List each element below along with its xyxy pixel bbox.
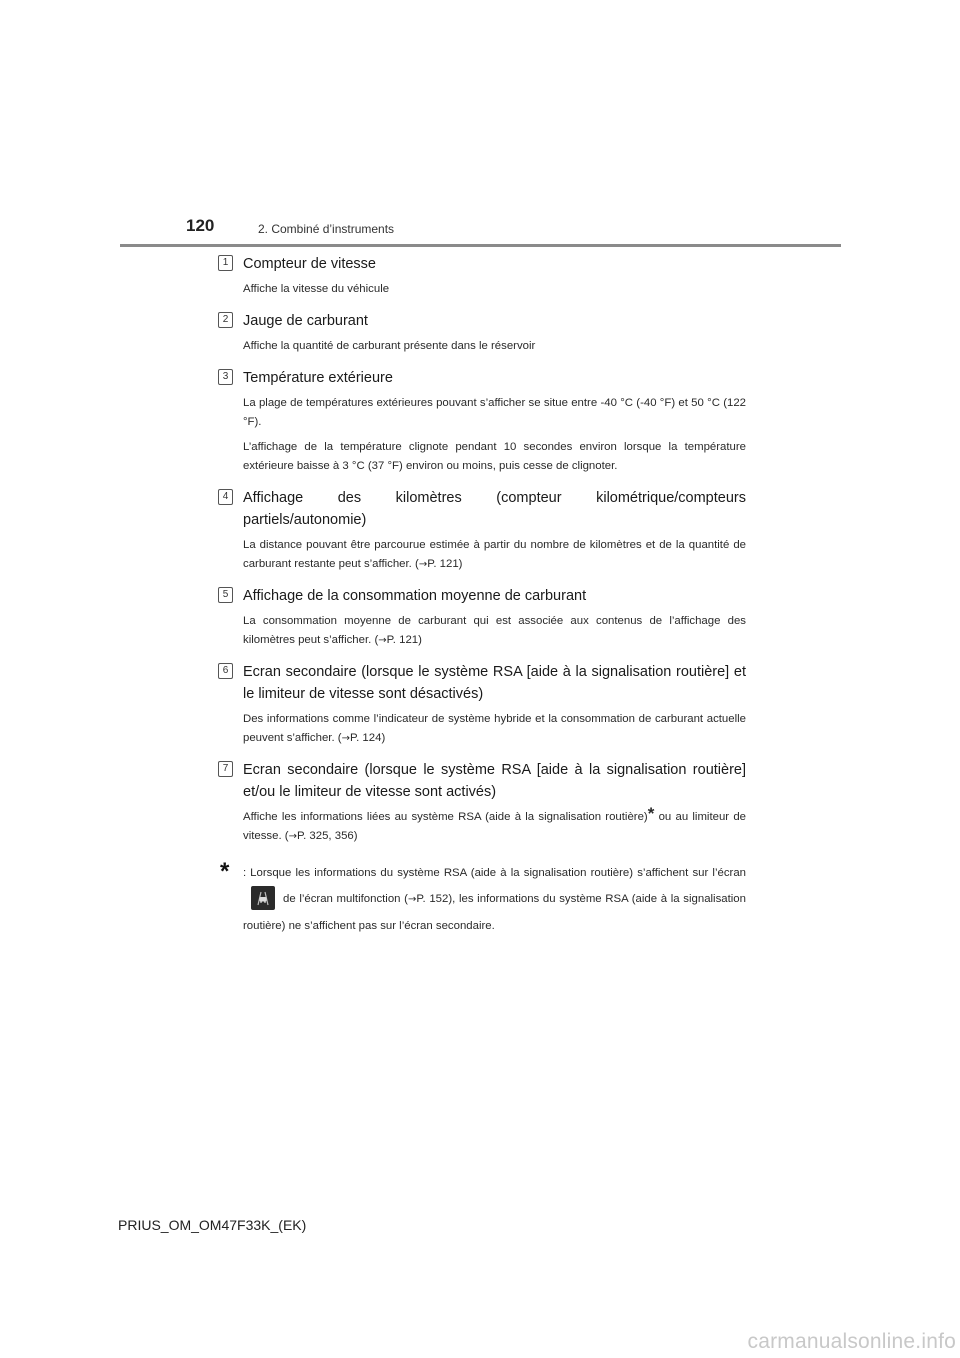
description-paragraph: Affiche les informations liées au système RSA (aide à la signalisation routière)* ou au limiteur de vitesse. (→P. 325, 356) [243,804,746,842]
list-item [218,585,746,650]
list-item [218,759,746,846]
item-description [243,612,746,650]
item-description [243,394,746,476]
item-title: Affichage de la consommation moyenne de carburant [243,588,587,604]
chapter-title: 2. Combiné d’instruments [258,222,395,236]
item-description [243,804,746,846]
item-description [243,536,746,574]
page-reference-link[interactable]: P. 121 [386,634,419,646]
driving-assist-screen-icon [251,886,275,910]
item-title: Affichage des kilomètres (compteur kilométrique/compteurs partiels/autonomie) [243,490,746,528]
footnote-text: : Lorsque les informations du système RSA (aide à la signalisation routière) s’affichent sur l’écran de l’écran multifonction (→P. 152), les informations du système RSA (aide à la signalisation routière) ne s’affichent pas sur l’écran secondaire. [243,867,746,932]
list-item [218,253,746,299]
item-number-badge: 5 [218,587,233,603]
header-rule [120,244,841,247]
list-item [218,487,746,574]
page-number: 120 [186,216,215,235]
footnote-star: * [220,858,230,885]
description-paragraph: Des informations comme l’indicateur de système hybride et la consommation de carburant actuelle peuvent s’afficher. (→P. 124) [243,713,746,744]
item-title: Jauge de carburant [243,313,368,329]
description-paragraph: L’affichage de la température clignote pendant 10 secondes environ lorsque la température extérieure baisse à 3 °C (37 °F) environ ou moins, puis cesse de clignoter. [243,441,746,472]
item-number-badge: 6 [218,663,233,679]
list-item [218,661,746,748]
item-description [243,280,746,299]
page-reference-link[interactable]: P. 124 [349,732,382,744]
arrow-right-icon: → [378,635,387,646]
item-number-badge: 7 [218,761,233,777]
site-watermark: carmanualsonline.info [747,1330,956,1353]
item-number-badge: 4 [218,489,233,505]
page-reference-link[interactable]: P. 152 [416,893,449,905]
item-list [218,253,746,939]
document-code: PRIUS_OM_OM47F33K_(EK) [118,1217,307,1233]
item-description [243,337,746,356]
arrow-right-icon: → [341,733,350,744]
list-item [218,367,746,476]
footnote-star-marker: * [647,804,655,823]
description-paragraph: Affiche la quantité de carburant présente dans le réservoir [243,340,536,352]
arrow-right-icon: → [418,559,428,570]
arrow-right-icon: → [407,894,417,905]
item-description [243,710,746,748]
description-paragraph: La consommation moyenne de carburant qui est associée aux contenus de l’affichage des kilomètres peut s’afficher. (→P. 121) [243,615,746,646]
arrow-right-icon: → [288,831,297,842]
item-number-badge: 3 [218,369,233,385]
item-title: Température extérieure [243,370,393,386]
description-paragraph: La distance pouvant être parcourue estimée à partir du nombre de kilomètres et de la quantité de carburant restante peut s’afficher. (→P. 121) [243,539,746,570]
page-reference-link[interactable]: P. 121 [427,558,459,570]
item-number-badge: 1 [218,255,233,271]
description-paragraph: Affiche la vitesse du véhicule [243,283,390,295]
item-title: Compteur de vitesse [243,256,376,272]
description-paragraph: La plage de températures extérieures pouvant s’afficher se situe entre -40 °C (-40 °F) et 50 °C (122 °F). [243,397,746,428]
item-number-badge: 2 [218,312,233,328]
list-item [218,310,746,356]
page-reference-link[interactable]: P. 325, 356 [296,830,354,842]
item-title: Ecran secondaire (lorsque le système RSA [aide à la signalisation routière] et/ou le limiteur de vitesse sont activés) [243,762,746,800]
item-title: Ecran secondaire (lorsque le système RSA [aide à la signalisation routière] et le limiteur de vitesse sont désactivés) [243,664,746,702]
footnote [218,860,746,939]
